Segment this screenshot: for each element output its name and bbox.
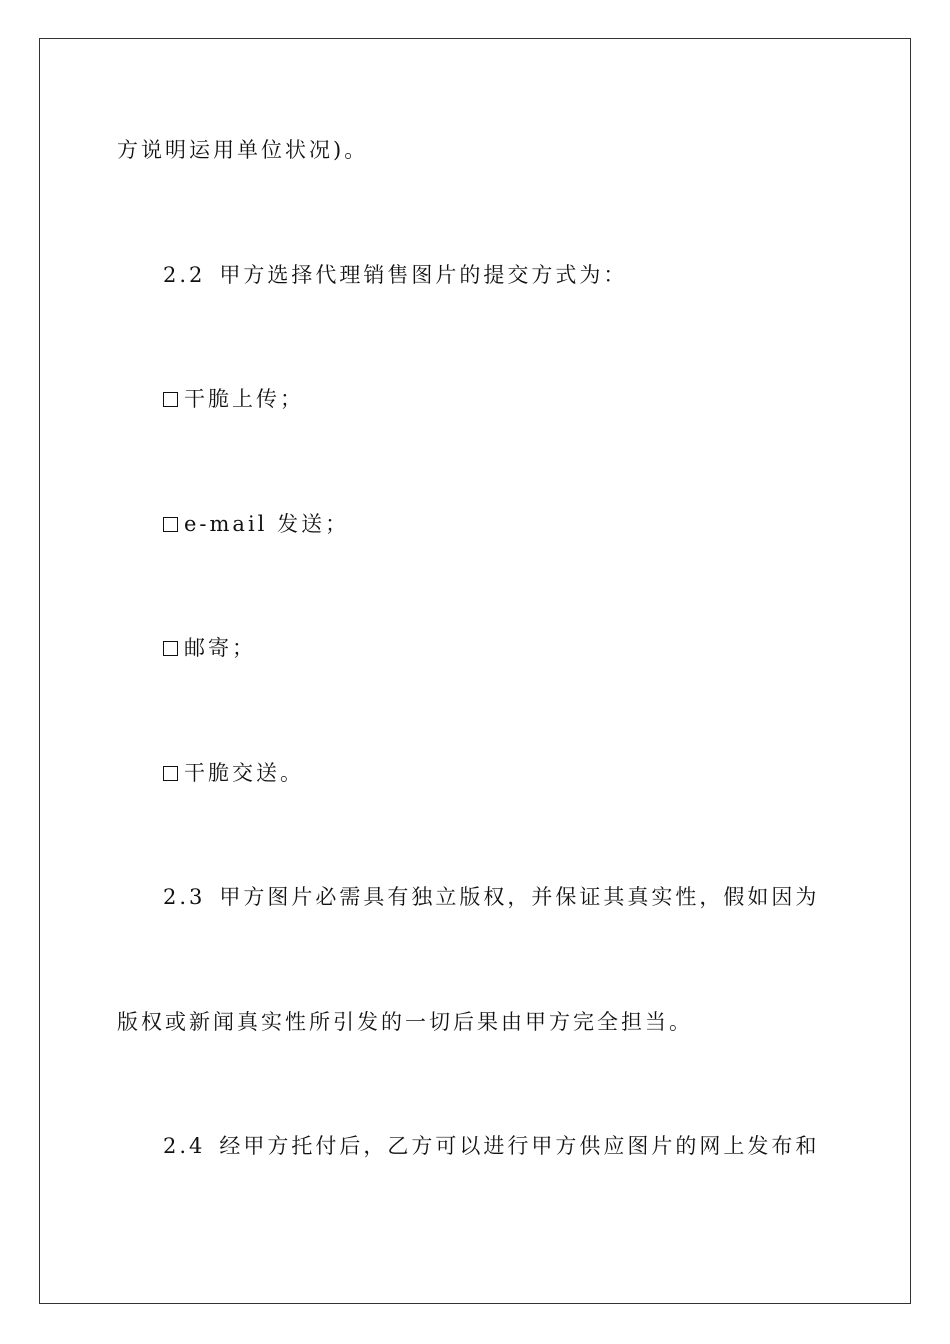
clause-text: 甲方选择代理销售图片的提交方式为： (219, 263, 628, 287)
page-frame (39, 38, 911, 1304)
checkbox-icon[interactable] (163, 517, 178, 532)
option-email (163, 511, 349, 537)
checkbox-icon[interactable] (163, 392, 178, 407)
clause-number: 2.2 (163, 263, 206, 287)
clause-2-4 (163, 1133, 819, 1159)
option-label: 邮寄； (184, 636, 256, 660)
checkbox-icon[interactable] (163, 641, 178, 656)
option-mail (163, 635, 256, 661)
clause-text: 甲方图片必需具有独立版权，并保证其真实性，假如因为 (219, 885, 820, 909)
paragraph-continuation (117, 137, 368, 163)
option-label: 干脆交送。 (184, 761, 304, 785)
option-label: 干脆上传； (184, 387, 304, 411)
option-label: e-mail 发送； (184, 512, 350, 536)
option-deliver (163, 760, 304, 786)
paragraph-text: 方说明运用单位状况)。 (117, 138, 369, 162)
checkbox-icon[interactable] (163, 766, 178, 781)
clause-number: 2.3 (163, 885, 206, 909)
clause-2-3-continuation (117, 1009, 693, 1035)
clause-text: 经甲方托付后，乙方可以进行甲方供应图片的网上发布和 (219, 1134, 820, 1158)
clause-2-2 (163, 262, 627, 288)
clause-2-3 (163, 884, 819, 910)
clause-number: 2.4 (163, 1134, 206, 1158)
clause-text: 版权或新闻真实性所引发的一切后果由甲方完全担当。 (117, 1010, 693, 1034)
option-upload (163, 386, 304, 412)
